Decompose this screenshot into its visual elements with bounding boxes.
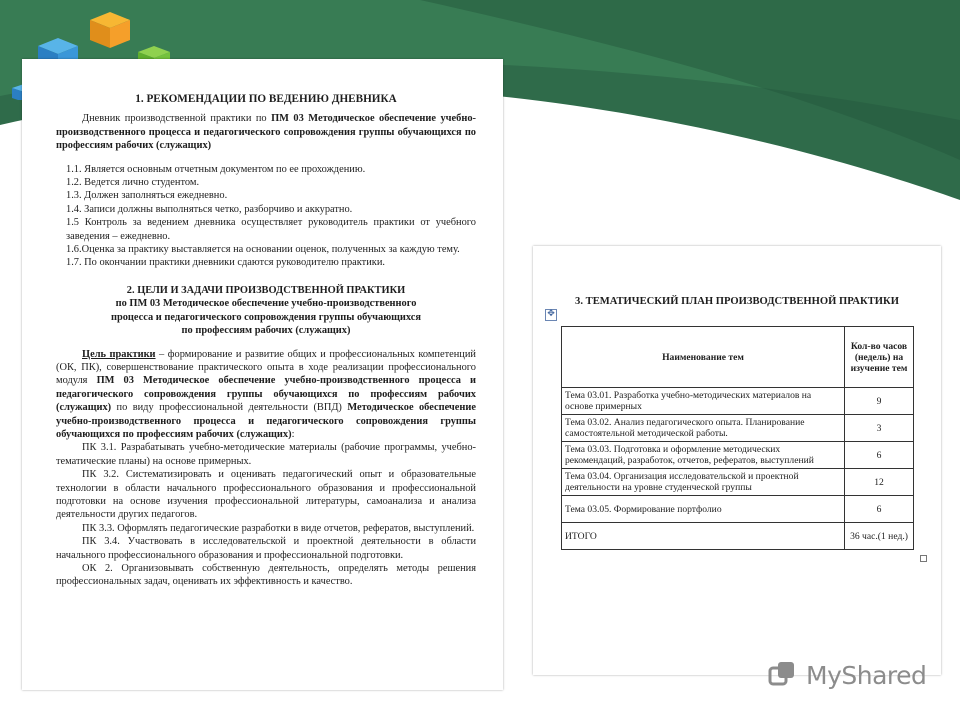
- list-item: 1.3. Должен заполняться ежедневно.: [66, 190, 228, 202]
- brand-text: MyShared: [806, 660, 927, 690]
- plan-title: 3. ТЕМАТИЧЕСКИЙ ПЛАН ПРОИЗВОДСТВЕННОЙ ПРАКТИКИ: [575, 296, 899, 307]
- goal-text-2: по виду профессиональной деятельности (ВПД): [111, 402, 348, 414]
- diary-page: [22, 59, 503, 690]
- topic-cell: Тема 03.01. Разработка учебно-методических материалов на основе примерных: [562, 388, 845, 415]
- section1-title: 1. РЕКОМЕНДАЦИИ ПО ВЕДЕНИЮ ДНЕВНИКА: [135, 93, 397, 105]
- list-item: 1.5 Контроль за ведением дневника осуществляет руководитель практики от учебного заведения – ежедневно.: [66, 217, 476, 242]
- topic-cell: Тема 03.05. Формирование портфолио: [562, 496, 845, 523]
- competency-item: ПК 3.3. Оформлять педагогические разработки в виде отчетов, рефератов, выступлений.: [82, 522, 475, 534]
- col-topic-header: Наименование тем: [562, 327, 845, 388]
- list-item: 1.1. Является основным отчетным документом по ее прохождению.: [66, 163, 366, 175]
- hours-cell: 36 час.(1 нед.): [845, 523, 914, 550]
- plan-table: [561, 326, 914, 550]
- hours-cell: 6: [845, 496, 914, 523]
- plan-page: [533, 246, 941, 675]
- table-resize-handle[interactable]: [920, 555, 927, 562]
- list-item: 1.7. По окончании практики дневники сдаются руководителю практики.: [66, 257, 385, 269]
- brand-icon: [766, 658, 800, 692]
- table-row: [562, 415, 914, 442]
- topic-cell: Тема 03.02. Анализ педагогического опыта. Планирование самостоятельной методической работы.: [562, 415, 845, 442]
- topic-cell: Тема 03.03. Подготовка и оформление методических рекомендаций, разработок, отчетов, рефератов, выступлений: [562, 442, 845, 469]
- table-row: [562, 388, 914, 415]
- section2-subtitle: по ПМ 03 Методическое обеспечение учебно-производственного процесса и педагогического сопровождения группы обучающихся по профессиям рабочих (служащих): [110, 298, 422, 337]
- goal-paragraph: [56, 348, 476, 442]
- intro-prefix: Дневник производственной практики по: [82, 113, 272, 125]
- col-hours-header: Кол-во часов (недель) на изучение тем: [845, 327, 914, 388]
- topic-cell: Тема 03.04. Организация исследовательской и проектной деятельности на уровне студенческой группы: [562, 469, 845, 496]
- goal-text: – формирование и развитие общих и профессиональных компетенций (ОК, ПК), совершенствование практического опыта в ходе реализации профессионального модуля: [56, 348, 476, 387]
- table-header-row: [562, 327, 914, 388]
- table-row: [562, 523, 914, 550]
- hours-cell: 6: [845, 442, 914, 469]
- table-row: [562, 496, 914, 523]
- goal-end: :: [291, 428, 295, 440]
- list-item: 1.4. Записи должны выполняться четко, разборчиво и аккуратно.: [66, 203, 353, 215]
- brand-logo[interactable]: [766, 658, 926, 692]
- section2-title: 2. ЦЕЛИ И ЗАДАЧИ ПРОИЗВОДСТВЕННОЙ ПРАКТИКИ: [126, 284, 406, 296]
- competency-item: ОК 2. Организовывать собственную деятельность, определять методы решения профессиональных задач, оценивать их эффективность и качество.: [56, 563, 476, 588]
- topic-cell: ИТОГО: [562, 523, 845, 550]
- hours-cell: 12: [845, 469, 914, 496]
- hours-cell: 3: [845, 415, 914, 442]
- list-item: 1.2. Ведется лично студентом.: [66, 177, 200, 189]
- diary-text: [56, 93, 476, 589]
- competency-item: ПК 3.2. Систематизировать и оценивать педагогический опыт и образовательные технологии в области начального профессионального образования и профессиональной подготовки на основе изучения профессиональной литературы, самоанализа и анализа деятельности других педагогов.: [56, 469, 476, 521]
- competency-item: ПК 3.4. Участвовать в исследовательской и проектной деятельности в области начального профессионального образования и профессиональной подготовки.: [56, 536, 476, 561]
- table-row: [562, 442, 914, 469]
- list-item: 1.6.Оценка за практику выставляется на основании оценок, полученных за каждую тему.: [66, 244, 460, 256]
- table-move-handle-icon[interactable]: ✥: [545, 309, 557, 321]
- goal-module: ПМ 03 Методическое обеспечение учебно-производственного процесса и педагогического сопровождения группы обучающихся по профессиям рабочих (служащих): [56, 375, 476, 414]
- hours-cell: 9: [845, 388, 914, 415]
- goal-vpd: Методическое обеспечение учебно-производственного процесса и педагогического сопровождения группы обучающихся по профессиям рабочих (служащих): [56, 402, 476, 440]
- competency-item: ПК 3.1. Разрабатывать учебно-методические материалы (рабочие программы, учебно-тематические планы) на основе примерных.: [56, 442, 476, 467]
- goal-label: Цель практики: [82, 348, 156, 360]
- intro-bold: ПМ 03 Методическое обеспечение учебно-производственного процесса и педагогического сопровождения группы обучающихся по профессиям рабочих (служащих): [56, 113, 476, 152]
- intro-paragraph: [56, 112, 476, 152]
- table-row: [562, 469, 914, 496]
